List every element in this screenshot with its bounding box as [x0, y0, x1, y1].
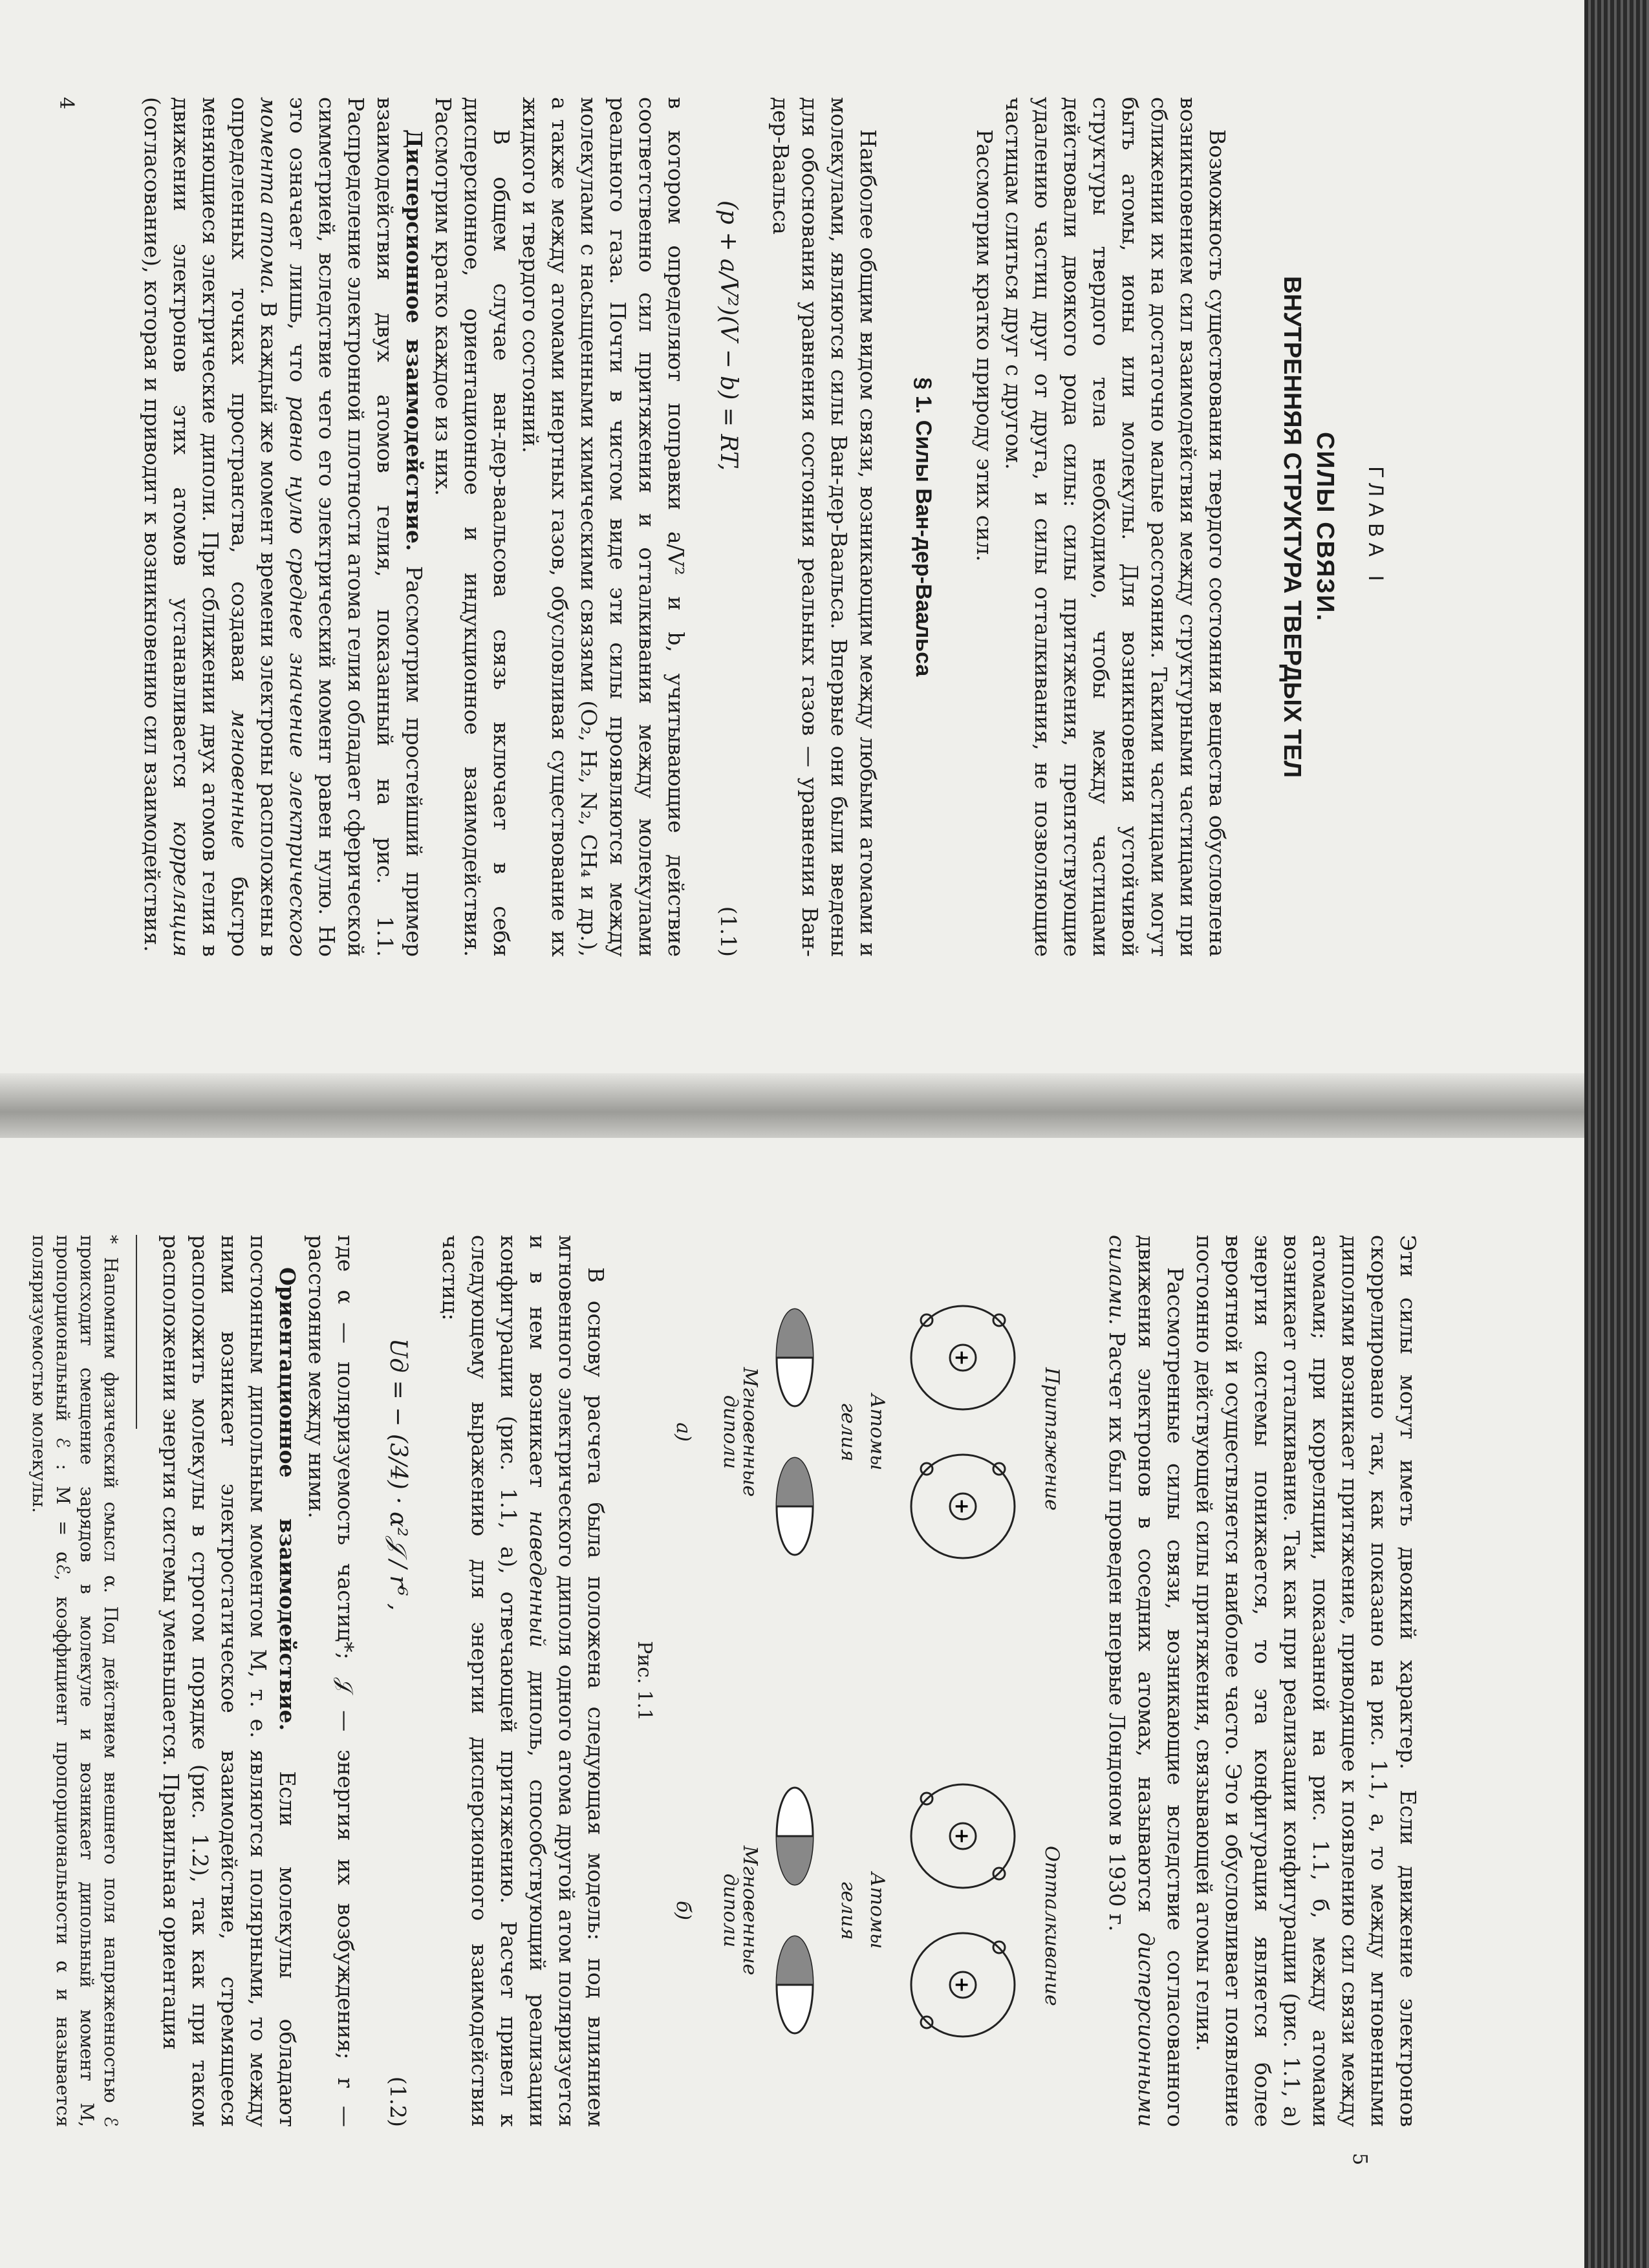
figure-caption: Рис. 1.1 [633, 1641, 656, 1721]
paragraph: где α — поляризуемость частиц*; 𝒥 — энергия их возбуждения; r — расстояние между ними. [304, 1235, 358, 2127]
text-run: Расчет их был проведен впервые Лондоном в 1930 г. [1105, 1325, 1130, 1932]
intro-paragraph-2: Рассмотрим кратко природу этих сил. [972, 129, 997, 562]
formula-number: (1.1) [716, 906, 741, 957]
chapter-label: ГЛАВА I [1364, 466, 1388, 588]
text-run: диполь, способствующий реализации конфигурации (рис. 1.1, а), отвечающей притяжению. Расчет привел к следующему выражению для энергии дисперсионного взаимодействия частиц: [438, 1235, 550, 2127]
book-edge [1578, 0, 1649, 2268]
text-run: Рассмотренные силы связи, возникающие вследствие согласованного движения электронов в соседних атомах, называются [1134, 1235, 1188, 2127]
left-page [0, 0, 1584, 1086]
svg-text:+: + [951, 1349, 973, 1366]
section-paragraph: Наиболее общим видом связи, возникающим между любыми атомами и молекулами, являются силы Ван-дер-Ваальса. Впервые они были введены для обоснования уравнения состояния реальных газов — уравнения Ван-дер-Ваальса [768, 97, 881, 957]
dipole-pair-repulsion [777, 1788, 813, 2033]
label-helium-atoms-a: Атомы гелия [837, 1393, 889, 1471]
italic-run: корреляция [169, 820, 194, 957]
dipole-pair-attraction [777, 1309, 813, 1555]
atom-pair-attraction [911, 1306, 1015, 1558]
italic-run: дисперсионными силами. [1105, 1235, 1159, 2127]
text-run: В основу расчета была положена следующая модель: под влиянием мгновенного электрического диполя одного атома другой атом поляризуется и в нем возникает [525, 1235, 609, 2127]
right-page [0, 1138, 1584, 2268]
orientation-heading: Ориентационное взаимодействие. [275, 1267, 300, 1731]
paragraph [436, 1235, 610, 2127]
dispersion-heading: Дисперсионное взаимодействие. [402, 129, 427, 551]
section-paragraph: в котором определяют поправки a/V² и b, учитывающие действие соответственно сил притяжения и отталкивания между молекулами реального газа. Почти в чистом виде эти силы проявляются между молекулами с насыщенными химическими связями (O₂, H₂, N₂, CH₄ и др.), а также между атомами инертных газов, обусловливая существование их жидкого и твердого состояний. [518, 97, 689, 957]
italic-run: равно нулю среднее значение электрического момента атома. [256, 97, 310, 957]
paragraph [1103, 1235, 1190, 2127]
page-number-left: 4 [55, 97, 78, 110]
right-text-column [27, 1235, 1423, 2127]
paragraph [156, 1235, 302, 2127]
svg-text:+: + [951, 1828, 973, 1845]
chapter-subtitle: ВНУТРЕННЯЯ СТРУКТУРА ТВЕРДЫХ ТЕЛ [1278, 275, 1306, 778]
dispersion-paragraph [138, 97, 429, 957]
left-text-column [138, 97, 1390, 957]
section-paragraph: В общем случае ван-дер-ваальсова связь включает в себя дисперсионное, ориентационное и индукционное взаимодействия. Рассмотрим кратко каждое из них. [431, 97, 514, 957]
section-heading: § 1. Силы Ван-дер-Ваальса [911, 377, 936, 677]
text-run: Рассмотрим простейший пример взаимодействия двух атомов гелия, показанный на рис. 1.1. Распределение электронной плотности атома гелия обладает сферической симметрией, вследствие чего его электрический момент равен нулю. Но это означает лишь, что [285, 97, 427, 957]
label-helium-atoms-b: Атомы гелия [837, 1872, 889, 1949]
figure-1-1 [665, 1235, 1086, 2127]
text-run: Если молекулы обладают постоянным дипольным моментом M, т. е. являются полярными, то между ними возникает электростатическое взаимодействие, стремящееся расположить молекулы в строгом порядке (рис. 1.2), так как при таком расположении энергия системы уменьшается. Правильная ориентация [158, 1235, 300, 2127]
formula-expression: (p + a/V²)(V − b) = RT, [715, 200, 742, 471]
formula-expression: Uд = − (3/4) · α²𝒥 / r⁶ , [385, 1338, 411, 1611]
intro-paragraph: Возможность существования твердого состояния вещества обусловлена возникновением сил взаимодействия между структурными частицами при сближении их на достаточно малые расстояния. Такими частицами могут быть атомы, ионы или молекулы. Для возникновения устойчивой структуры твердого тела необходимо, чтобы между частицами действовали двоякого рода силы: силы притяжения, препятствующие удалению частиц друг от друга, и силы отталкивания, не позволяющие частицам слиться друг с другом. [1001, 97, 1230, 957]
helium-atoms-diagram [724, 1235, 1086, 2127]
label-dipoles-b: Мгновенные диполи [719, 1845, 761, 1976]
label-attraction: Притяжение [1040, 1367, 1063, 1511]
footnote-rule [136, 1235, 137, 1429]
atom-pair-repulsion [911, 1784, 1015, 2037]
label-sub-b: б) [672, 1900, 695, 1920]
formula-number: (1.2) [385, 2076, 411, 2127]
text-run: быстро меняющиеся электрические диполи. При сближении двух атомов гелия в движении электронов этих атомов устанавливается [169, 97, 252, 957]
label-repulsion: Отталкивание [1040, 1846, 1063, 2006]
label-dipoles-a: Мгновенные диполи [719, 1367, 761, 1497]
formula-1-2 [383, 1235, 413, 2127]
text-run: (согласование), которая и приводит к возникновению сил взаимодействия. [140, 97, 165, 952]
chapter-title: СИЛЫ СВЯЗИ. [1311, 431, 1339, 623]
footnote: * Напомним физический смысл α. Под действием внешнего поля напряженностью ℰ происходит смещение зарядов в молекуле и возникает дипольный момент M, пропорциональный ℰ : M = αℰ, коэффициент пропорциональности α и называется поляризуемостью молекулы. [28, 1235, 122, 2127]
svg-text:+: + [951, 1976, 973, 1993]
svg-text:+: + [951, 1498, 973, 1515]
paragraph: Эти силы могут иметь двоякий характер. Если движение электронов скоррелировано так, как показано на рис. 1.1, а, то между мгновенными диполями возникает притяжение, приводящее к появлению сил связи между атомами; при корреляции, показанной на рис. 1.1, б, между атомами возникает отталкивание. Так как при реализации конфигурации (рис. 1.1, а) энергия системы понижается, то эта конфигурация является более вероятной и осуществляется наиболее часто. Это и обусловливает появление постоянно действующей силы притяжения, связывающей атомы гелия. [1192, 1235, 1421, 2127]
page-number-right: 5 [1348, 2153, 1371, 2166]
italic-run: мгновенные [227, 710, 252, 849]
italic-run: наведенный [525, 1510, 550, 1648]
label-sub-a: а) [672, 1422, 695, 1442]
text-run: В каждый же момент времени электроны расположены в определенных точках пространства, создавая [227, 97, 281, 957]
formula-1-1 [714, 97, 743, 957]
